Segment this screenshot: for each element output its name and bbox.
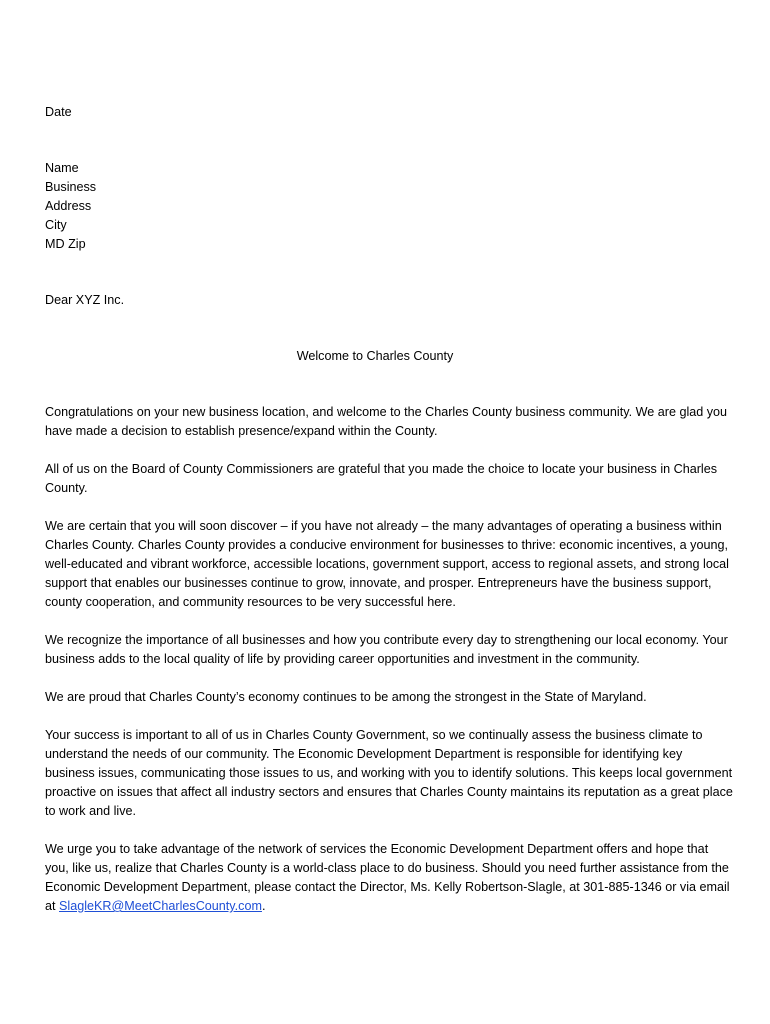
paragraph-congratulations: Congratulations on your new business location, and welcome to the Charles County business community. We are glad you have made a decision to establish presence/expand within the County.	[45, 405, 728, 438]
recipient-address	[45, 159, 735, 254]
paragraph-commissioners: All of us on the Board of County Commissioners are grateful that you made the choice to locate your business in Charles County.	[45, 462, 718, 495]
paragraph-importance: We recognize the importance of all businesses and how you contribute every day to strengthening our local economy. Your business adds to the local quality of life by providing career opportunities and investment in the community.	[45, 633, 728, 666]
recipient-state-zip: MD Zip	[45, 237, 86, 251]
letter-subject: Welcome to Charles County	[296, 349, 454, 363]
letter-page	[45, 103, 735, 916]
recipient-name: Name	[45, 161, 79, 175]
recipient-street-address: Address	[45, 199, 92, 213]
paragraph-closing	[45, 840, 735, 916]
salutation: Dear XYZ Inc.	[45, 293, 125, 307]
paragraph-success: Your success is important to all of us in Charles County Government, so we continually assess the business climate to understand the needs of our community. The Economic Development Department is responsible for identifying key business issues, communicating those issues to us, and working with you to identify solutions. This keeps local government proactive on issues that affect all industry sectors and ensures that Charles County maintains its reputation as a great place to work and live.	[45, 728, 733, 818]
paragraph-economy: We are proud that Charles County’s economy continues to be among the strongest in the State of Maryland.	[45, 690, 647, 704]
closing-text: We urge you to take advantage of the network of services the Economic Development Department offers and hope that you, like us, realize that Charles County is a world-class place to do business. Should you need further assistance from the Economic Development Department, please contact the Director, Ms. Kelly Robertson-Slagle, at 301-885-1346 or via email at	[45, 842, 730, 913]
email-link[interactable]: SlagleKR@MeetCharlesCounty.com	[59, 899, 262, 913]
recipient-city: City	[45, 218, 67, 232]
closing-period: .	[261, 899, 266, 913]
paragraph-advantages: We are certain that you will soon discover – if you have not already – the many advantages of operating a business within Charles County. Charles County provides a conducive environment for businesses to thrive: economic incentives, a young, well-educated and vibrant workforce, accessible locations, government support, access to regional assets, and strong local support that enables our businesses continue to grow, innovate, and prosper. Entrepreneurs have the business support, county cooperation, and community resources to be very successful here.	[45, 519, 729, 609]
recipient-business: Business	[45, 180, 97, 194]
letter-date: Date	[45, 105, 72, 119]
